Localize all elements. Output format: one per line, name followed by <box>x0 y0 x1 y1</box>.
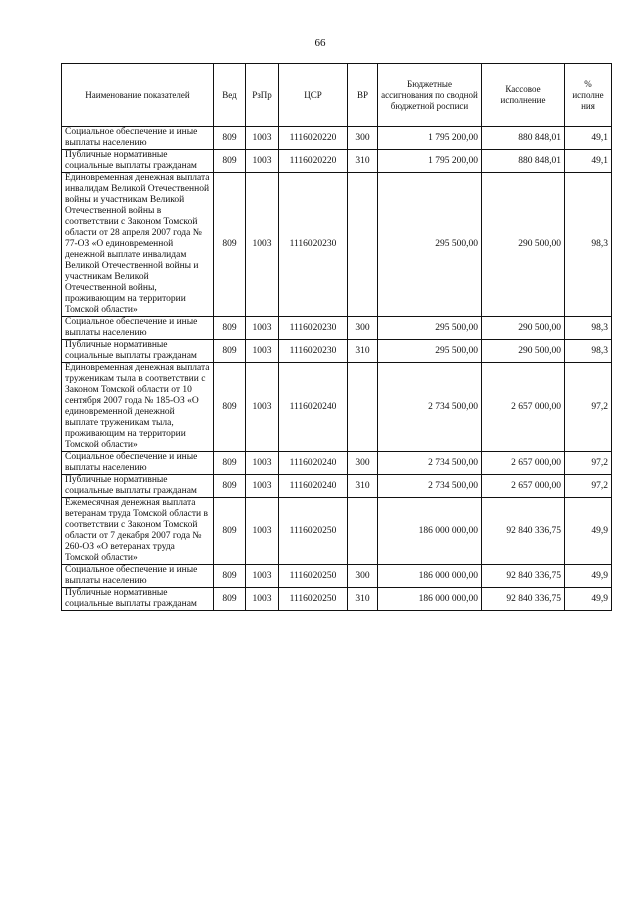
header-pct: % исполне ния <box>565 64 612 127</box>
cell-exec: 2 657 000,00 <box>482 475 565 498</box>
cell-vr: 300 <box>348 452 378 475</box>
cell-vr: 300 <box>348 565 378 588</box>
cell-rzpr: 1003 <box>246 363 279 452</box>
cell-exec: 2 657 000,00 <box>482 452 565 475</box>
cell-ved: 809 <box>214 498 246 565</box>
cell-csr: 1116020240 <box>279 363 348 452</box>
cell-exec: 880 848,01 <box>482 127 565 150</box>
cell-pct: 49,9 <box>565 498 612 565</box>
cell-plan: 295 500,00 <box>378 340 482 363</box>
header-plan: Бюджетные ассигнования по сводной бюджетной росписи <box>378 64 482 127</box>
cell-plan: 1 795 200,00 <box>378 150 482 173</box>
cell-vr: 300 <box>348 127 378 150</box>
cell-plan: 1 795 200,00 <box>378 127 482 150</box>
cell-rzpr: 1003 <box>246 340 279 363</box>
cell-rzpr: 1003 <box>246 150 279 173</box>
cell-exec: 92 840 336,75 <box>482 498 565 565</box>
cell-pct: 49,1 <box>565 127 612 150</box>
cell-plan: 186 000 000,00 <box>378 498 482 565</box>
cell-vr: 310 <box>348 475 378 498</box>
cell-vr: 300 <box>348 317 378 340</box>
cell-pct: 98,3 <box>565 340 612 363</box>
cell-csr: 1116020230 <box>279 340 348 363</box>
cell-csr: 1116020250 <box>279 565 348 588</box>
cell-name: Социальное обеспечение и иные выплаты населению <box>62 317 214 340</box>
header-name: Наименование показателей <box>62 64 214 127</box>
cell-pct: 49,9 <box>565 565 612 588</box>
cell-name: Социальное обеспечение и иные выплаты населению <box>62 565 214 588</box>
cell-rzpr: 1003 <box>246 588 279 611</box>
cell-plan: 2 734 500,00 <box>378 452 482 475</box>
cell-csr: 1116020250 <box>279 588 348 611</box>
cell-plan: 2 734 500,00 <box>378 475 482 498</box>
header-vr: ВР <box>348 64 378 127</box>
cell-plan: 295 500,00 <box>378 173 482 317</box>
cell-exec: 290 500,00 <box>482 340 565 363</box>
cell-ved: 809 <box>214 173 246 317</box>
cell-name: Единовременная денежная выплата инвалидам Великой Отечественной войны и участникам Великой Отечественной войны в соответствии с Законом Томской области от 28 апреля 2007 года № 77-ОЗ «О единовременной денежной выплате инвалидам Великой Отечественной войны и участникам Великой Отечественной войны, проживающим на территории Томской области» <box>62 173 214 317</box>
cell-pct: 49,1 <box>565 150 612 173</box>
cell-name: Социальное обеспечение и иные выплаты населению <box>62 127 214 150</box>
cell-pct: 97,2 <box>565 363 612 452</box>
cell-vr: 310 <box>348 150 378 173</box>
cell-rzpr: 1003 <box>246 173 279 317</box>
cell-ved: 809 <box>214 475 246 498</box>
table-row <box>62 498 612 565</box>
cell-exec: 290 500,00 <box>482 173 565 317</box>
cell-ved: 809 <box>214 588 246 611</box>
table-row <box>62 565 612 588</box>
cell-plan: 295 500,00 <box>378 317 482 340</box>
cell-csr: 1116020250 <box>279 498 348 565</box>
cell-exec: 2 657 000,00 <box>482 363 565 452</box>
cell-exec: 880 848,01 <box>482 150 565 173</box>
table-row <box>62 127 612 150</box>
cell-rzpr: 1003 <box>246 565 279 588</box>
budget-execution-table <box>61 63 612 611</box>
cell-pct: 97,2 <box>565 475 612 498</box>
header-csr: ЦСР <box>279 64 348 127</box>
cell-vr <box>348 173 378 317</box>
cell-name: Публичные нормативные социальные выплаты гражданам <box>62 588 214 611</box>
cell-exec: 290 500,00 <box>482 317 565 340</box>
cell-name: Публичные нормативные социальные выплаты гражданам <box>62 475 214 498</box>
cell-csr: 1116020220 <box>279 150 348 173</box>
cell-rzpr: 1003 <box>246 317 279 340</box>
cell-ved: 809 <box>214 150 246 173</box>
cell-name: Публичные нормативные социальные выплаты гражданам <box>62 340 214 363</box>
cell-vr <box>348 498 378 565</box>
table-row <box>62 340 612 363</box>
cell-rzpr: 1003 <box>246 452 279 475</box>
cell-exec: 92 840 336,75 <box>482 588 565 611</box>
cell-ved: 809 <box>214 317 246 340</box>
header-ved: Вед <box>214 64 246 127</box>
cell-ved: 809 <box>214 340 246 363</box>
cell-ved: 809 <box>214 127 246 150</box>
cell-plan: 186 000 000,00 <box>378 565 482 588</box>
cell-name: Публичные нормативные социальные выплаты гражданам <box>62 150 214 173</box>
table-row <box>62 150 612 173</box>
cell-rzpr: 1003 <box>246 498 279 565</box>
cell-rzpr: 1003 <box>246 475 279 498</box>
cell-ved: 809 <box>214 565 246 588</box>
cell-name: Ежемесячная денежная выплата ветеранам труда Томской области в соответствии с Законом Томской области от 7 декабря 2007 года № 260-ОЗ «О ветеранах труда Томской области» <box>62 498 214 565</box>
cell-csr: 1116020240 <box>279 452 348 475</box>
cell-ved: 809 <box>214 452 246 475</box>
cell-rzpr: 1003 <box>246 127 279 150</box>
header-rzpr: РзПр <box>246 64 279 127</box>
table-row <box>62 317 612 340</box>
cell-pct: 97,2 <box>565 452 612 475</box>
cell-csr: 1116020220 <box>279 127 348 150</box>
cell-vr <box>348 363 378 452</box>
table-header-row <box>62 64 612 127</box>
header-exec: Кассовое исполнение <box>482 64 565 127</box>
table-body <box>62 127 612 611</box>
table-row <box>62 588 612 611</box>
cell-pct: 49,9 <box>565 588 612 611</box>
cell-ved: 809 <box>214 363 246 452</box>
cell-csr: 1116020240 <box>279 475 348 498</box>
table-row <box>62 452 612 475</box>
cell-plan: 186 000 000,00 <box>378 588 482 611</box>
page-number: 66 <box>314 37 326 49</box>
cell-pct: 98,3 <box>565 317 612 340</box>
cell-name: Социальное обеспечение и иные выплаты населению <box>62 452 214 475</box>
cell-name: Единовременная денежная выплата труженикам тыла в соответствии с Законом Томской области от 10 сентября 2007 года № 185-ОЗ «О единовременной денежной выплате труженикам тыла, проживающим на территории Томской области» <box>62 363 214 452</box>
cell-pct: 98,3 <box>565 173 612 317</box>
cell-vr: 310 <box>348 588 378 611</box>
cell-exec: 92 840 336,75 <box>482 565 565 588</box>
cell-csr: 1116020230 <box>279 317 348 340</box>
table-row <box>62 475 612 498</box>
cell-plan: 2 734 500,00 <box>378 363 482 452</box>
cell-csr: 1116020230 <box>279 173 348 317</box>
table-row <box>62 363 612 452</box>
cell-vr: 310 <box>348 340 378 363</box>
table-row <box>62 173 612 317</box>
